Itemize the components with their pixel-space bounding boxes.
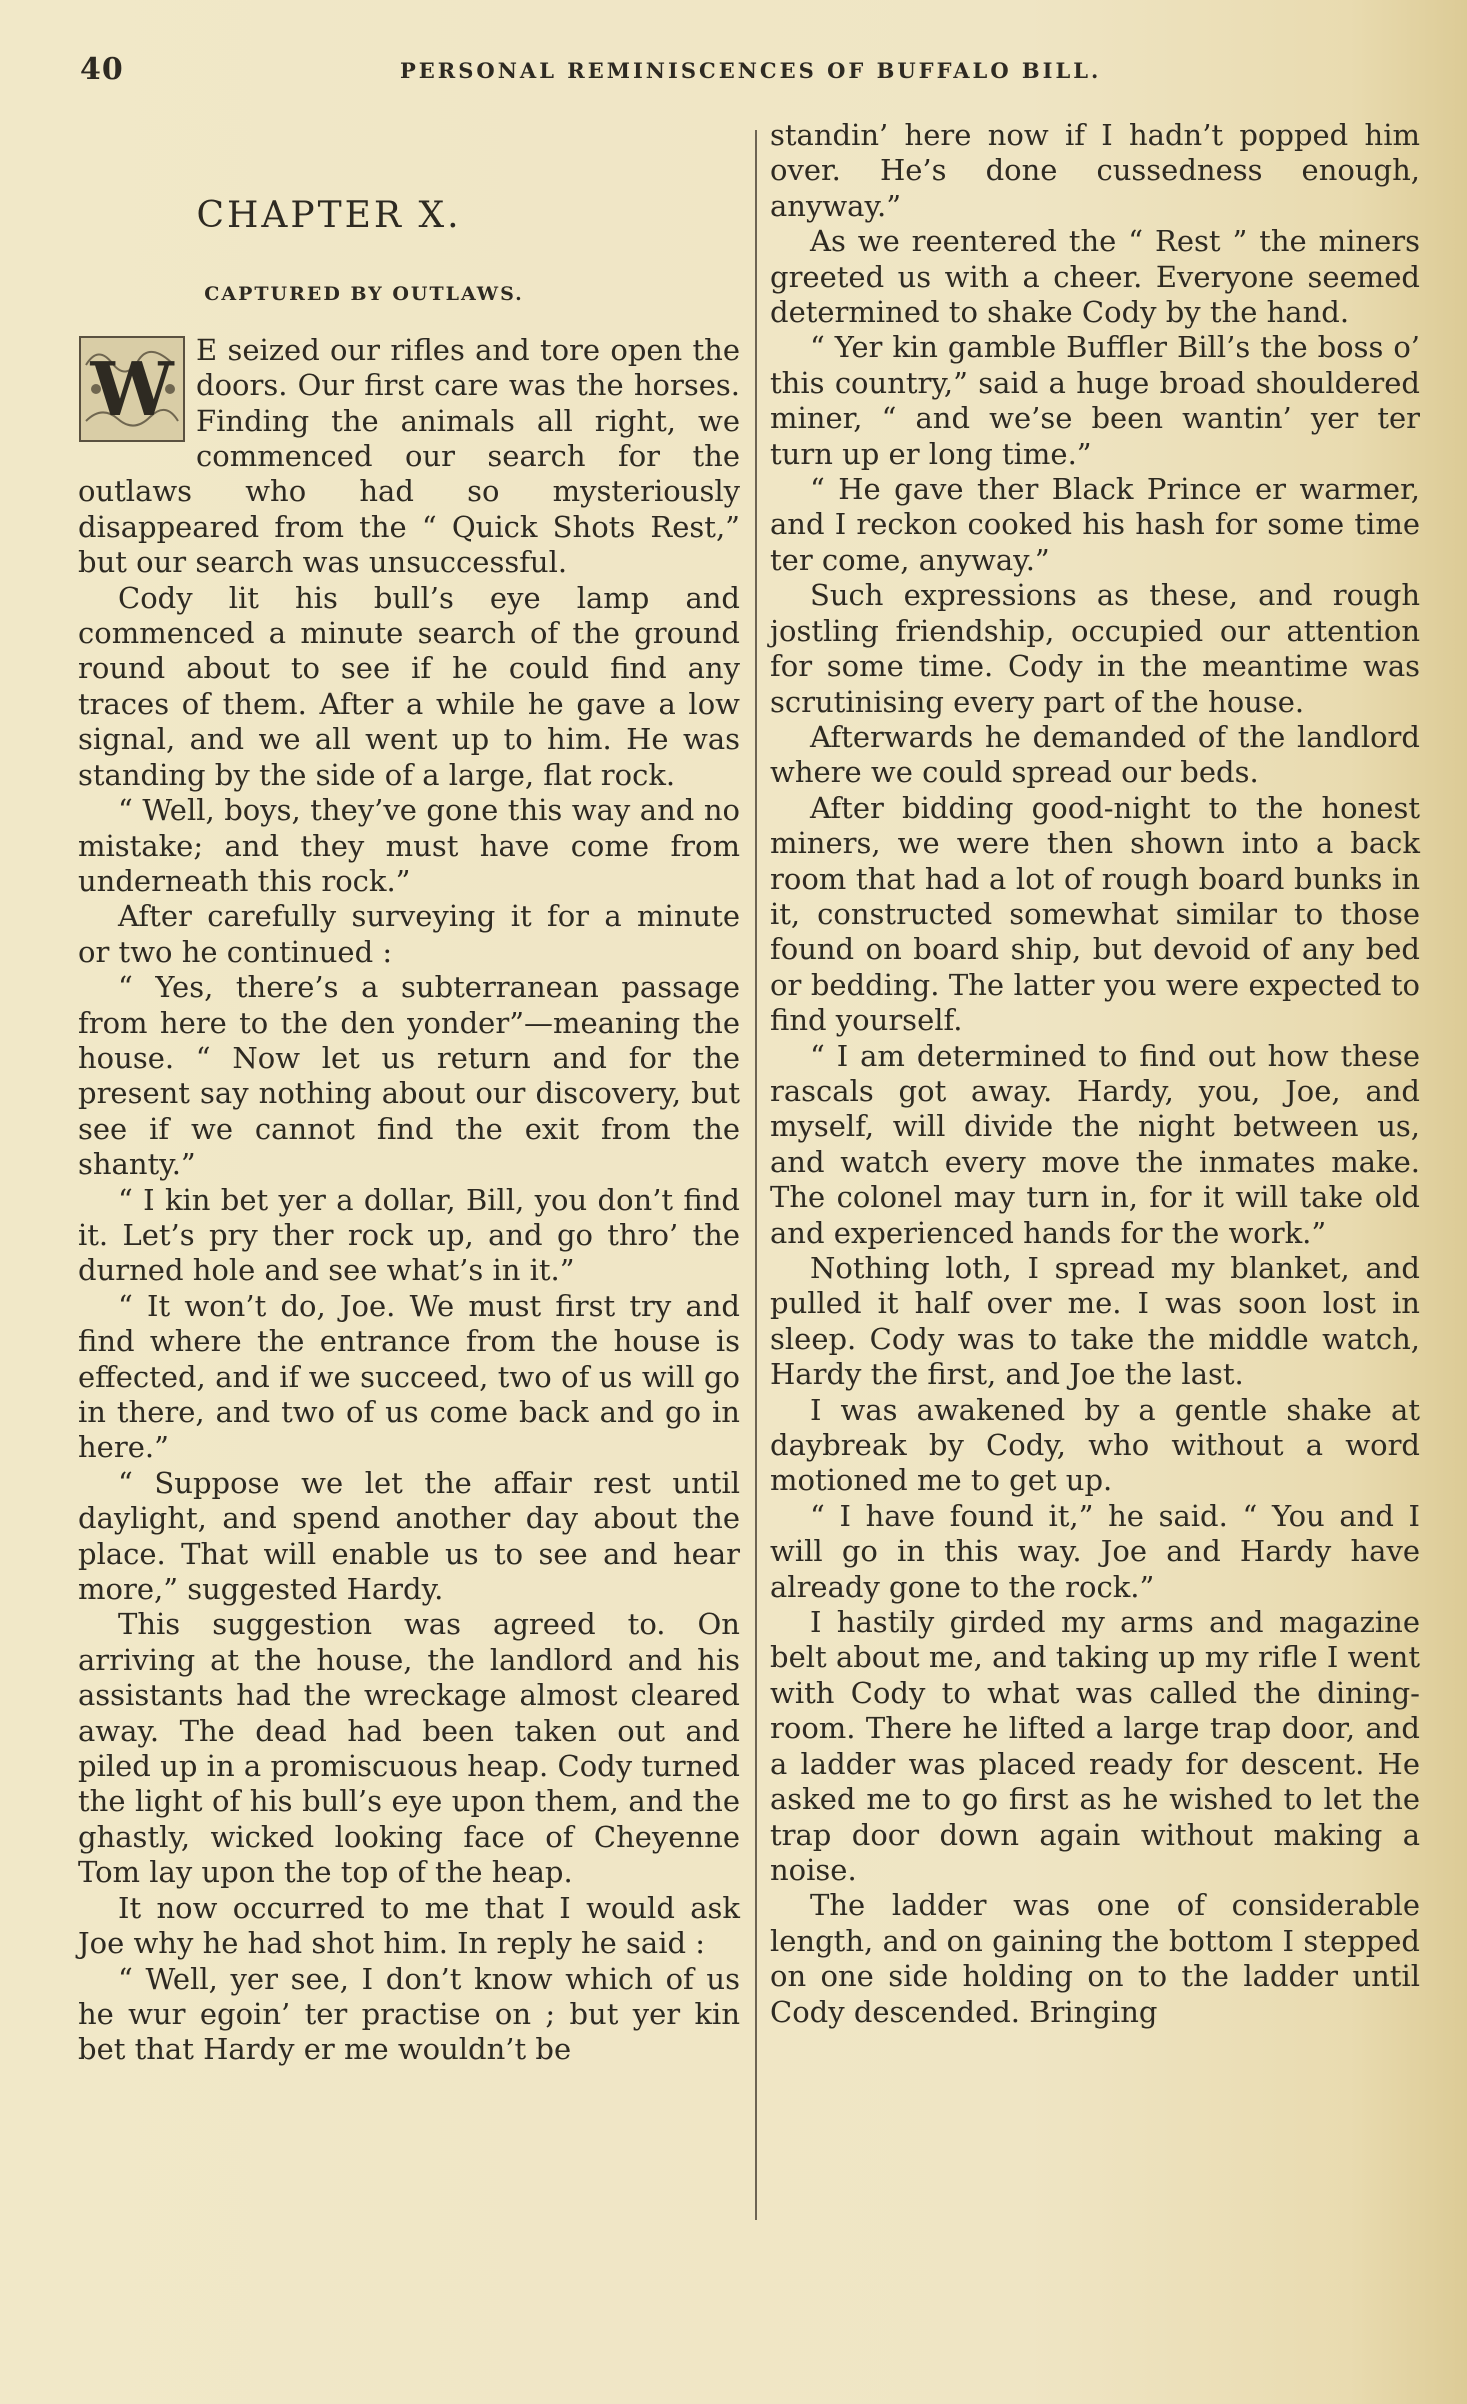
chapter-title: CHAPTER X.	[196, 195, 462, 236]
chapter-subtitle: CAPTURED BY OUTLAWS.	[204, 283, 524, 306]
paragraph: Afterwards he demanded of the landlord where we could spread our beds.	[770, 719, 1420, 790]
paragraph: “ Well, boys, they’ve gone this way and no mistake; and they must have come from underneath this rock.”	[78, 793, 740, 898]
paragraph: I hastily girded my arms and magazine belt about me, and taking up my rifle I went with Cody to what was called the dining-room. There he lifted a large trap door, and a ladder was placed ready for descent. He asked me to go first as he wished to let the trap door down again without making a noise.	[770, 1605, 1420, 1887]
paragraph: “ I am determined to find out how these rascals got away. Hardy, you, Joe, and myself, will divide the night between us, and watch every move the inmates make. The colonel may turn in, for it will take old and experienced hands for the work.”	[770, 1038, 1420, 1250]
paragraph: After bidding good-night to the honest miners, we were then shown into a back room that had a lot of rough board bunks in it, constructed somewhat similar to those found on board ship, but devoid of any bed or bedding. The latter you were expected to find yourself.	[770, 790, 1420, 1038]
running-header	[80, 52, 1420, 88]
drop-cap-letter: W	[90, 346, 174, 433]
paragraph: After carefully surveying it for a minute or two he continued :	[78, 899, 740, 969]
left-column	[78, 120, 740, 2068]
paragraph: “ Suppose we let the affair rest until daylight, and spend another day about the place. That will enable us to see and hear more,” suggested Hardy.	[78, 1465, 740, 1607]
paragraph: As we reentered the “ Rest ” the miners greeted us with a cheer. Everyone seemed determined to shake Cody by the hand.	[770, 224, 1420, 330]
right-column	[770, 118, 1420, 2030]
running-title: PERSONAL REMINISCENCES OF BUFFALO BILL.	[400, 58, 1102, 83]
paragraph: “ Yes, there’s a subterranean passage from here to the den yonder”—meaning the house. “ Now let us return and for the present say nothing about our discovery, but see if we cannot find the exit from the shanty.”	[78, 970, 740, 1182]
drop-cap-ornament	[78, 335, 186, 443]
paragraph: It now occurred to me that I would ask Joe why he had shot him. In reply he said :	[78, 1890, 740, 1961]
paragraph: “ I kin bet yer a dollar, Bill, you don’t find it. Let’s pry ther rock up, and go thro’ the durned hole and see what’s in it.”	[78, 1182, 740, 1288]
paragraph: “ Well, yer see, I don’t know which of us he wur egoin’ ter practise on ; but yer kin bet that Hardy er me wouldn’t be	[78, 1961, 740, 2067]
paragraph: Nothing loth, I spread my blanket, and pulled it half over me. I was soon lost in sleep. Cody was to take the middle watch, Hardy the first, and Joe the last.	[770, 1251, 1420, 1392]
paragraph: The ladder was one of considerable length, and on gaining the bottom I stepped on one side holding on to the ladder until Cody descended. Bringing	[770, 1888, 1420, 2029]
paragraph: “ I have found it,” he said. “ You and I will go in this way. Joe and Hardy have already gone to the rock.”	[770, 1498, 1420, 1604]
paragraph: I was awakened by a gentle shake at daybreak by Cody, who without a word motioned me to get up.	[770, 1392, 1420, 1498]
column-divider	[755, 130, 757, 2220]
paragraph: Cody lit his bull’s eye lamp and commenced a minute search of the ground round about to see if he could find any traces of them. After a while he gave a low signal, and we all went up to him. He was standing by the side of a large, flat rock.	[78, 580, 740, 792]
paragraph: This suggestion was agreed to. On arriving at the house, the landlord and his assistants had the wreckage almost cleared away. The dead had been taken out and piled up in a promiscuous heap. Cody turned the light of his bull’s eye upon them, and the ghastly, wicked looking face of Cheyenne Tom lay upon the top of the heap.	[78, 1607, 740, 1890]
paragraph-text: E seized our rifles and tore open the doors. Our first care was the horses. Finding the animals all right, we commenced our search for the outlaws who had so mysteriously disappeared from the “ Quick Shots Rest,” but our search was unsuccessful.	[78, 332, 740, 580]
paragraph: Such expressions as these, and rough jostling friendship, occupied our attention for some time. Cody in the meantime was scrutinising every part of the house.	[770, 578, 1420, 719]
page-number: 40	[80, 52, 124, 87]
paragraph: “ Yer kin gamble Buffler Bill’s the boss o’ this country,” said a huge broad shouldered miner, “ and we’se been wantin’ yer ter turn up er long time.”	[770, 330, 1420, 471]
paragraph: “ It won’t do, Joe. We must first try and find where the entrance from the house is effected, and if we succeed, two of us will go in there, and two of us come back and go in here.”	[78, 1288, 740, 1465]
paragraph: “ He gave ther Black Prince er warmer, and I reckon cooked his hash for some time ter come, anyway.”	[770, 472, 1420, 577]
paragraph	[78, 333, 740, 581]
paragraph: standin’ here now if I hadn’t popped him over. He’s done cussedness enough, anyway.”	[770, 118, 1420, 223]
